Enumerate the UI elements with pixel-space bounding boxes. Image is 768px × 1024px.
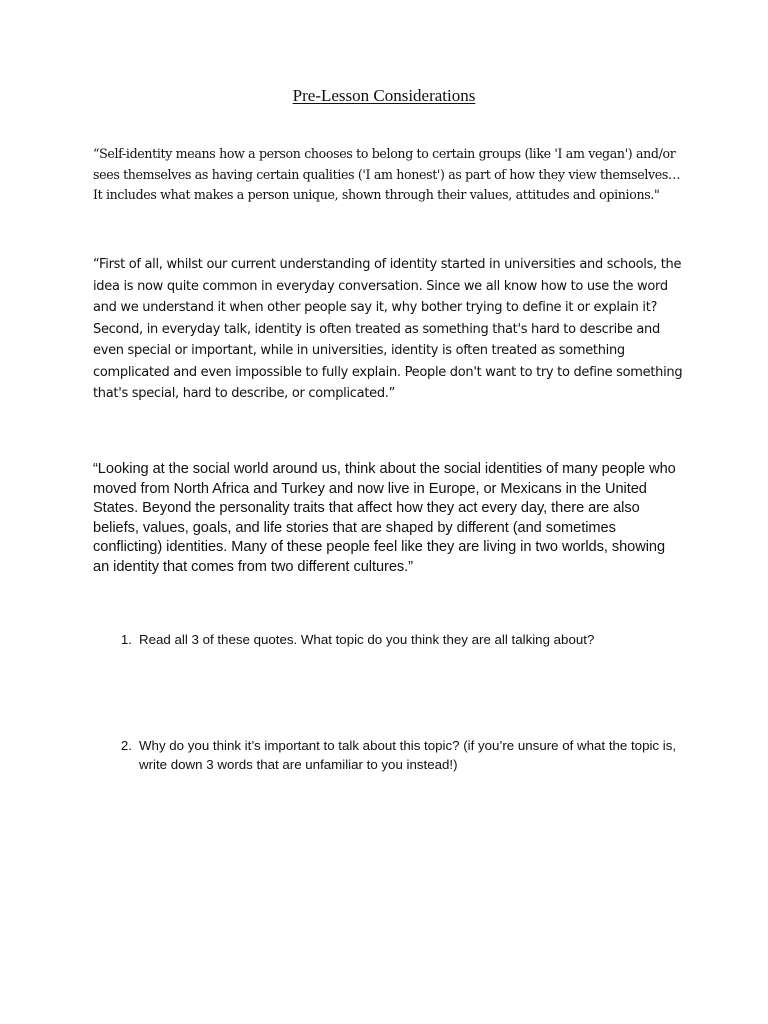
question-1-number: 1. bbox=[120, 632, 132, 647]
question-1-text: Read all 3 of these quotes. What topic do you think they are all talking about? bbox=[139, 632, 595, 647]
question-1 bbox=[110, 630, 690, 649]
question-2-number: 2. bbox=[120, 738, 132, 753]
question-2 bbox=[110, 736, 690, 774]
question-2-text: Why do you think it’s important to talk about this topic? (if you’re unsure of what the topic is, write down 3 words that are unfamiliar to you instead!) bbox=[139, 738, 677, 772]
quote-self-identity: “Self-identity means how a person chooses to belong to certain groups (like 'I am vegan') and/or sees themselves as having certain qualities ('I am honest') as part of how they view themselves… It includes what makes a person unique, shown through their values, attitudes and opinions." bbox=[93, 146, 681, 202]
page-title: Pre-Lesson Considerations bbox=[292, 86, 476, 105]
quote-understanding-identity: “First of all, whilst our current understanding of identity started in universities and schools, the idea is now quite common in everyday conversation. Since we all know how to use the word and we understand it when other people say it, why bother trying to define it or explain it? Second, in everyday talk, identity is often treated as something that's hard to describe and even special or important, while in universities, identity is often treated as something complicated and even impossible to fully explain. People don't want to try to define something that's special, hard to describe, or complicated.” bbox=[93, 257, 683, 401]
quote-social-identities: “Looking at the social world around us, think about the social identities of many people who moved from North Africa and Turkey and now live in Europe, or Mexicans in the United States. Beyond the personality traits that affect how they act every day, there are also beliefs, values, goals, and life stories that are shaped by different (and sometimes conflicting) identities. Many of these people feel like they are living in two worlds, showing an identity that comes from two different cultures.” bbox=[93, 461, 676, 575]
